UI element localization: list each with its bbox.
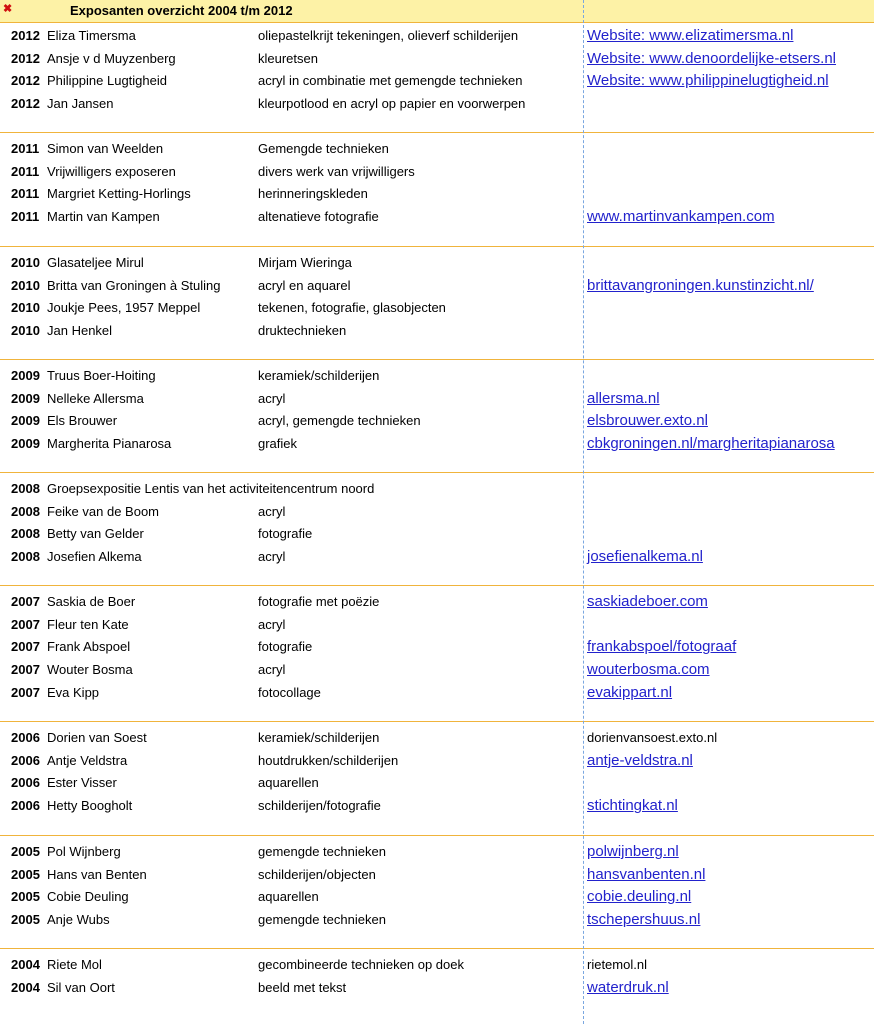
table-row [0,772,874,794]
technique-cell: acryl [258,616,286,632]
name-cell: Antje Veldstra [47,752,128,768]
year-cell: 2008 [11,503,40,519]
technique-cell: gemengde technieken [258,912,386,928]
name-cell: Groepsexpositie Lentis van het activiteitencentrum noord [47,481,375,496]
technique-cell: druktechnieken [258,323,347,339]
header-row [0,0,874,23]
technique-cell: houtdrukken/schilderijen [258,752,399,768]
name-cell: Riete Mol [47,957,102,972]
year-cell: 2006 [11,730,40,745]
table-row [0,886,874,908]
technique-cell: gemengde technieken [258,844,386,859]
name-cell: Josefien Alkema [47,549,142,565]
technique-cell: fotografie met poëzie [258,594,380,609]
technique-cell: acryl, gemengde technieken [258,413,421,429]
website-link[interactable]: allersma.nl [587,389,660,407]
technique-cell: acryl en aquarel [258,277,351,293]
table-row [0,25,874,47]
name-cell: Vrijwilligers exposeren [47,163,176,179]
table-row [0,682,874,704]
name-cell: Anje Wubs [47,912,110,928]
name-cell: Martin van Kampen [47,209,160,225]
name-cell: Jan Jansen [47,96,114,112]
website-link[interactable]: Website: www.elizatimersma.nl [587,27,794,44]
close-icon[interactable]: ✖ [3,3,13,15]
name-cell: Hans van Benten [47,866,147,882]
year-cell: 2012 [11,96,40,112]
name-cell: Sil van Oort [47,979,115,995]
table-row [0,433,874,455]
table-row [0,523,874,545]
table-row [0,727,874,749]
year-cell: 2004 [11,957,40,972]
table-row [0,48,874,70]
website-link[interactable]: waterdruk.nl [587,978,669,996]
website-link[interactable]: cobie.deuling.nl [587,888,692,906]
table-row [0,275,874,297]
website-link[interactable]: cbkgroningen.nl/margheritapianarosa [587,435,835,453]
website-link[interactable]: brittavangroningen.kunstinzicht.nl/ [587,276,814,294]
website-link[interactable]: www.martinvankampen.com [587,208,775,226]
table-row [0,546,874,568]
name-cell: Hetty Boogholt [47,798,133,814]
name-cell: Saskia de Boer [47,594,136,609]
technique-cell: divers werk van vrijwilligers [258,163,415,179]
name-cell: Jan Henkel [47,323,113,339]
table-row [0,410,874,432]
technique-cell: Mirjam Wieringa [258,255,352,270]
technique-cell: keramiek/schilderijen [258,368,380,383]
website-link[interactable]: josefienalkema.nl [587,548,703,566]
technique-cell: aquarellen [258,775,319,791]
group-separator [0,948,874,949]
name-cell: Betty van Gelder [47,526,144,542]
group-separator [0,472,874,473]
name-cell: Feike van de Boom [47,503,160,519]
website-cell: rietemol.nl [587,957,647,972]
name-cell: Simon van Weelden [47,141,164,156]
website-link[interactable]: wouterbosma.com [587,661,710,679]
year-cell: 2009 [11,413,40,429]
name-cell: Truus Boer-Hoiting [47,368,156,383]
group-separator [0,246,874,247]
technique-cell: schilderijen/fotografie [258,798,381,814]
year-cell: 2006 [11,752,40,768]
website-link[interactable]: hansvanbenten.nl [587,865,706,883]
technique-cell: acryl [258,390,286,406]
technique-cell: beeld met tekst [258,979,347,995]
technique-cell: kleurpotlood en acryl op papier en voorwerpen [258,96,526,112]
table-row [0,795,874,817]
website-link[interactable]: frankabspoel/fotograaf [587,638,737,656]
table-row [0,864,874,886]
website-link[interactable]: stichtingkat.nl [587,797,678,815]
name-cell: Britta van Groningen à Stuling [47,277,221,293]
name-cell: Fleur ten Kate [47,616,129,632]
year-cell: 2007 [11,639,40,655]
technique-cell: oliepastelkrijt tekeningen, olieverf schilderijen [258,28,519,43]
group-separator [0,585,874,586]
name-cell: Margriet Ketting-Horlings [47,186,191,202]
year-cell: 2010 [11,277,40,293]
table-row [0,297,874,319]
technique-cell: aquarellen [258,889,319,905]
year-cell: 2006 [11,798,40,814]
technique-cell: fotocollage [258,684,321,700]
year-cell: 2005 [11,889,40,905]
table-row [0,478,874,500]
website-link[interactable]: polwijnberg.nl [587,843,679,860]
website-link[interactable]: antje-veldstra.nl [587,751,693,769]
table-row [0,138,874,160]
name-cell: Pol Wijnberg [47,844,121,859]
page-break-line [583,0,584,1024]
year-cell: 2007 [11,616,40,632]
technique-cell: acryl [258,503,286,519]
table-row [0,954,874,976]
website-link[interactable]: Website: www.philippinelugtigheid.nl [587,72,829,90]
name-cell: Philippine Lugtigheid [47,73,167,89]
table-row [0,365,874,387]
group-separator [0,721,874,722]
year-cell: 2007 [11,662,40,678]
year-cell: 2008 [11,549,40,565]
table-row [0,252,874,274]
year-cell: 2005 [11,866,40,882]
page-title: Exposanten overzicht 2004 t/m 2012 [70,3,293,18]
table-row [0,388,874,410]
name-cell: Cobie Deuling [47,889,129,905]
table-row [0,206,874,228]
year-cell: 2005 [11,912,40,928]
table-row [0,183,874,205]
name-cell: Eliza Timersma [47,28,136,43]
table-row [0,750,874,772]
name-cell: Glasateljee Mirul [47,255,144,270]
website-cell: dorienvansoest.exto.nl [587,730,718,745]
technique-cell: fotografie [258,639,313,655]
website-link[interactable]: tschepershuus.nl [587,911,701,929]
group-separator [0,359,874,360]
year-cell: 2012 [11,28,40,43]
website-link[interactable]: evakippart.nl [587,683,673,701]
year-cell: 2010 [11,323,40,339]
table-row [0,614,874,636]
website-link[interactable]: Website: www.denoordelijke-etsers.nl [587,49,837,67]
name-cell: Nelleke Allersma [47,390,144,406]
year-cell: 2009 [11,390,40,406]
technique-cell: tekenen, fotografie, glasobjecten [258,300,446,316]
year-cell: 2012 [11,73,40,89]
year-cell: 2006 [11,775,40,791]
table-row [0,93,874,115]
group-separator [0,835,874,836]
table-row [0,320,874,342]
year-cell: 2010 [11,300,40,316]
year-cell: 2009 [11,368,40,383]
name-cell: Joukje Pees, 1957 Meppel [47,300,201,316]
year-cell: 2011 [11,163,40,179]
table-row [0,161,874,183]
technique-cell: acryl [258,662,286,678]
table-row [0,659,874,681]
technique-cell: acryl [258,549,286,565]
name-cell: Wouter Bosma [47,662,133,678]
website-link[interactable]: elsbrouwer.exto.nl [587,412,708,430]
technique-cell: herinneringskleden [258,186,368,202]
technique-cell: schilderijen/objecten [258,866,376,882]
table-row [0,636,874,658]
year-cell: 2011 [11,141,40,156]
technique-cell: grafiek [258,436,298,452]
technique-cell: acryl in combinatie met gemengde technieken [258,73,523,89]
year-cell: 2005 [11,844,40,859]
technique-cell: keramiek/schilderijen [258,730,380,745]
table-row [0,841,874,863]
name-cell: Els Brouwer [47,413,118,429]
year-cell: 2004 [11,979,40,995]
name-cell: Margherita Pianarosa [47,436,172,452]
name-cell: Ansje v d Muyzenberg [47,50,176,66]
name-cell: Ester Visser [47,775,117,791]
year-cell: 2011 [11,209,40,225]
year-cell: 2012 [11,50,40,66]
table-row [0,909,874,931]
name-cell: Frank Abspoel [47,639,131,655]
year-cell: 2010 [11,255,40,270]
table-row [0,977,874,999]
year-cell: 2009 [11,436,40,452]
technique-cell: altenatieve fotografie [258,209,379,225]
year-cell: 2011 [11,186,40,202]
name-cell: Eva Kipp [47,684,100,700]
technique-cell: Gemengde technieken [258,141,389,156]
year-cell: 2007 [11,594,40,609]
table-row [0,70,874,92]
year-cell: 2008 [11,481,40,496]
table-row [0,591,874,613]
table-row [0,501,874,523]
website-link[interactable]: saskiadeboer.com [587,593,708,610]
group-separator [0,132,874,133]
year-cell: 2008 [11,526,40,542]
technique-cell: kleuretsen [258,50,318,66]
technique-cell: gecombineerde technieken op doek [258,957,464,972]
technique-cell: fotografie [258,526,313,542]
year-cell: 2007 [11,684,40,700]
name-cell: Dorien van Soest [47,730,147,745]
